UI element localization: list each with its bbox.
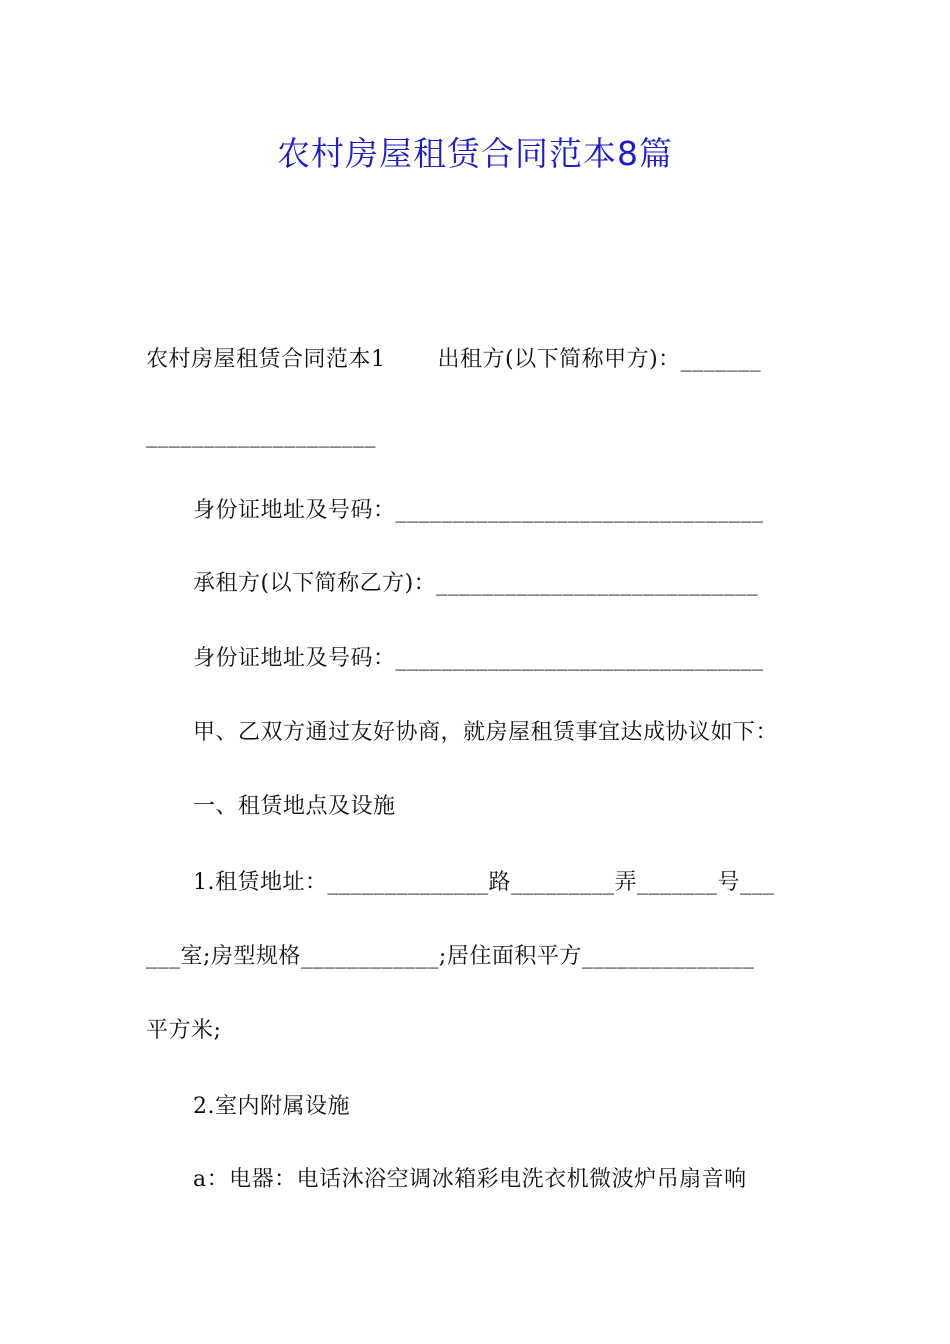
document-title: 农村房屋租赁合同范本8篇 <box>277 134 673 173</box>
lessor-field: 出租方(以下简称甲方)：_______ <box>437 347 762 372</box>
facilities-heading: 2.室内附属设施 <box>193 1094 350 1119</box>
room-spec-field: ___室;房型规格____________;居住面积平方_______________ <box>146 944 755 969</box>
lessor-id-field: 身份证地址及号码：________________________________ <box>193 498 764 523</box>
lessee-field: 承租方(以下简称乙方)：____________________________ <box>193 571 759 596</box>
agreement-intro: 甲、乙双方通过友好协商，就房屋租赁事宜达成协议如下： <box>193 720 779 745</box>
section-heading: 一、租赁地点及设施 <box>193 794 396 819</box>
lessor-field-continuation: ____________________ <box>146 423 376 448</box>
appliances-line: a：电器：电话沐浴空调冰箱彩电洗衣机微波炉吊扇音响 <box>193 1167 747 1192</box>
contract-subtitle: 农村房屋租赁合同范本1 <box>146 347 386 372</box>
rental-address-field: 1.租赁地址：______________路_________弄_______号___ <box>193 870 775 895</box>
area-unit: 平方米; <box>146 1018 222 1043</box>
lessee-id-field: 身份证地址及号码：________________________________ <box>193 646 764 671</box>
contract-heading-line <box>146 345 761 375</box>
